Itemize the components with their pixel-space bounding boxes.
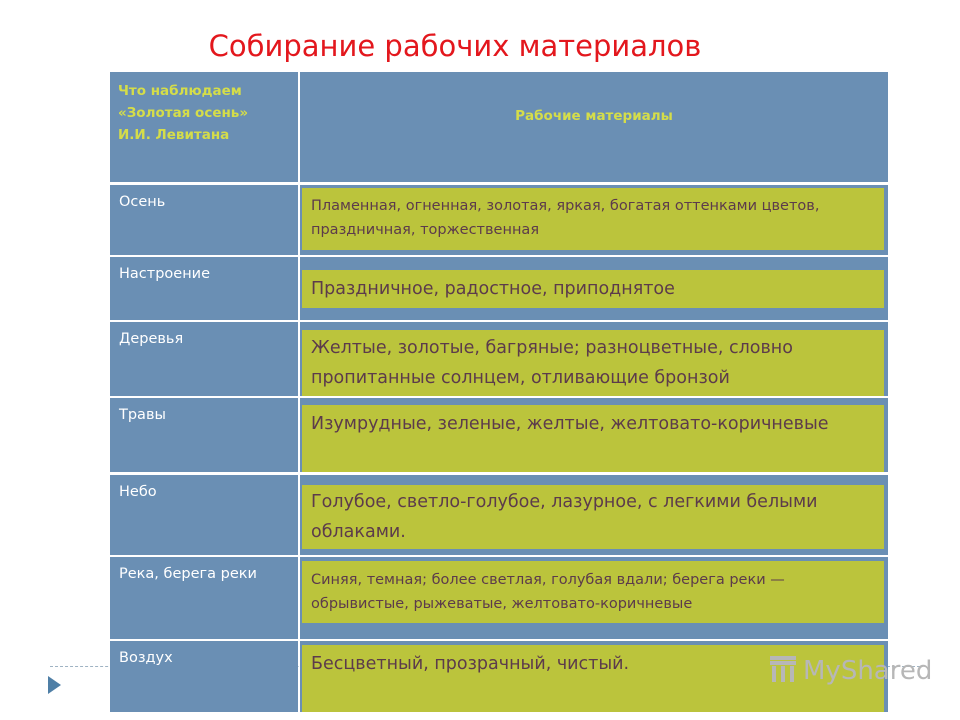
material-box: Бесцветный, прозрачный, чистый.: [302, 645, 884, 712]
row-label-cell: [110, 398, 298, 472]
header-observe-text: Что наблюдаем «Золотая осень» И.И. Левитана: [118, 83, 249, 143]
row-label: Настроение: [119, 266, 211, 282]
material-box: Праздничное, радостное, приподнятое: [302, 270, 884, 308]
row-label-cell: [110, 475, 298, 555]
slide-title: Собирание рабочих материалов: [208, 29, 702, 63]
row-label-cell: [110, 257, 298, 320]
table-row: [110, 185, 888, 255]
table-row: [110, 257, 888, 320]
row-label-cell: [110, 322, 298, 396]
watermark-text: MyShared: [803, 656, 933, 686]
row-label: Травы: [119, 407, 166, 423]
header-cell-observe: [110, 72, 298, 182]
material-box: Пламенная, огненная, золотая, яркая, богатая оттенками цветов, праздничная, торжественная: [302, 188, 884, 250]
myshared-logo-icon: [767, 656, 799, 686]
row-label-cell: [110, 557, 298, 639]
row-label: Деревья: [119, 331, 184, 347]
row-label-cell: [110, 185, 298, 255]
row-label: Река, берега реки: [119, 566, 257, 582]
material-box: Голубое, светло-голубое, лазурное, с легкими белыми облаками.: [302, 485, 884, 549]
row-label: Небо: [119, 484, 157, 500]
table-row: [110, 557, 888, 639]
row-label: Осень: [119, 194, 166, 210]
table-row: [110, 475, 888, 555]
header-cell-materials: [300, 72, 888, 182]
header-materials-text: Рабочие материалы: [515, 108, 673, 124]
myshared-watermark: [767, 656, 932, 686]
material-box: Желтые, золотые, багряные; разноцветные, словно пропитанные солнцем, отливающие бронзой: [302, 330, 884, 396]
row-label-cell: [110, 641, 298, 712]
row-label: Воздух: [119, 650, 173, 666]
play-arrow-icon: [48, 676, 61, 694]
material-box: Изумрудные, зеленые, желтые, желтовато-коричневые: [302, 405, 884, 472]
table-row: [110, 398, 888, 472]
material-box: Синяя, темная; более светлая, голубая вдали; берега реки — обрывистые, рыжеватые, желтовато-коричневые: [302, 561, 884, 623]
table-row: [110, 322, 888, 396]
